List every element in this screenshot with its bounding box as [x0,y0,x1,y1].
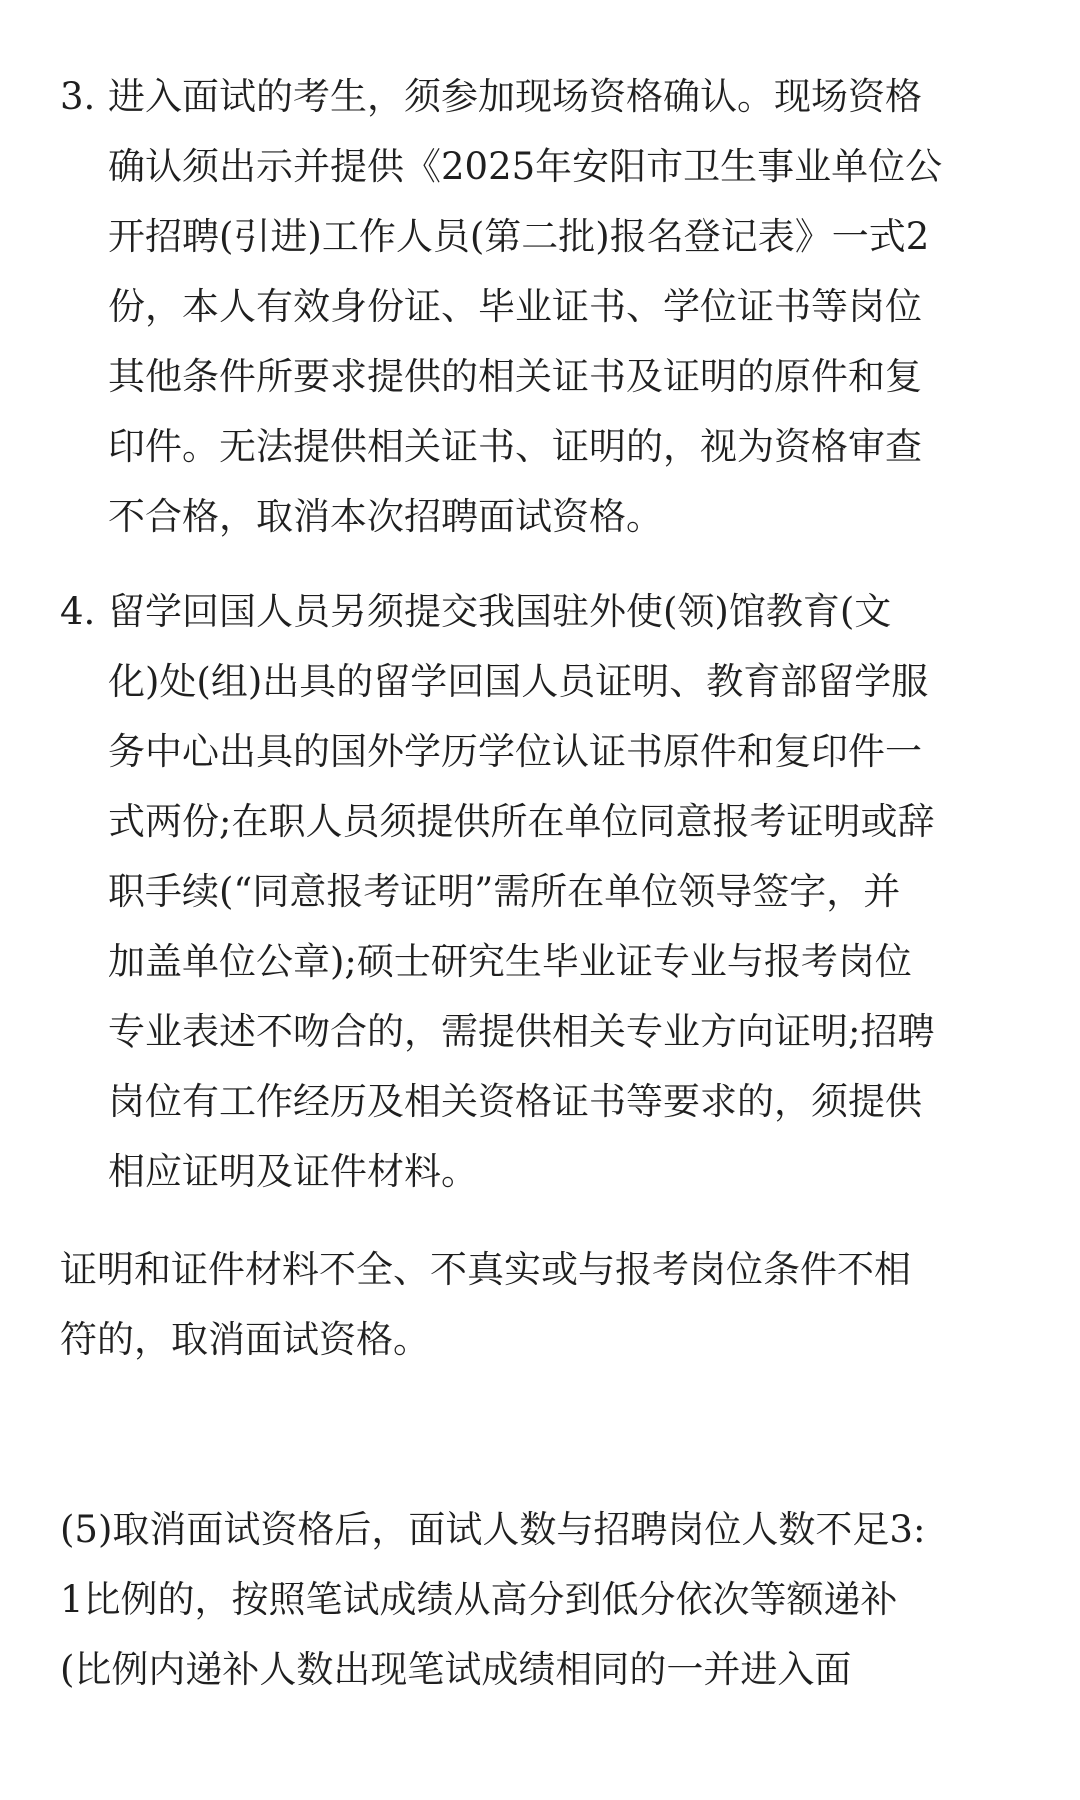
text-line: (5)取消面试资格后，面试人数与招聘岗位人数不足3: [60,1508,926,1551]
text-line: (比例内递补人数出现笔试成绩相同的一并进入面 [60,1648,852,1691]
text-line: 化)处(组)出具的留学回国人员证明、教育部留学服 [108,660,929,703]
text-line: 式两份;在职人员须提供所在单位同意报考证明或辞 [108,800,935,843]
paragraph-materials [60,1235,1040,1375]
text-line: 留学回国人员另须提交我国驻外使(领)馆教育(文 [108,590,892,633]
text-line: 证明和证件材料不全、不真实或与报考岗位条件不相 [60,1248,911,1291]
text-line: 相应证明及证件材料。 [108,1150,478,1193]
text-line: 务中心出具的国外学历学位认证书原件和复印件一 [108,730,922,773]
text-line: 进入面试的考生，须参加现场资格确认。现场资格 [108,75,922,118]
text-line: 岗位有工作经历及相关资格证书等要求的，须提供 [108,1080,922,1123]
text-line: 份，本人有效身份证、毕业证书、学位证书等岗位 [108,285,922,328]
text-line: 确认须出示并提供《2025年安阳市卫生事业单位公 [108,145,943,188]
text-line: 其他条件所要求提供的相关证书及证明的原件和复 [108,355,922,398]
paragraph-replacement [60,1495,1040,1705]
list-marker: 4. [60,590,96,633]
text-line: 开招聘(引进)工作人员(第二批)报名登记表》一式2 [108,215,930,258]
text-line: 符的，取消面试资格。 [60,1318,430,1361]
text-line: 专业表述不吻合的，需提供相关专业方向证明;招聘 [108,1010,935,1053]
text-line: 职手续(“同意报考证明”需所在单位领导签字，并 [108,870,901,913]
text-line: 加盖单位公章);硕士研究生毕业证专业与报考岗位 [108,940,912,983]
list-item-text [108,62,1038,552]
text-line: 印件。无法提供相关证书、证明的，视为资格审查 [108,425,922,468]
list-item-text [108,577,1038,1207]
text-line: 1比例的，按照笔试成绩从高分到低分依次等额递补 [60,1578,898,1621]
text-line: 不合格，取消本次招聘面试资格。 [108,495,663,538]
list-marker: 3. [60,75,96,118]
